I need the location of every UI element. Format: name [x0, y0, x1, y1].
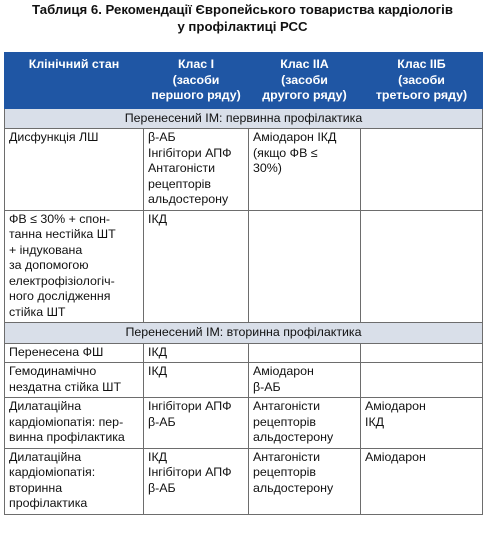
- cell-line: Перенесена ФШ: [9, 344, 104, 359]
- cell-line: Дилатаційна: [9, 449, 82, 464]
- cell-line: винна профілактика: [9, 430, 125, 444]
- cell-line: рецепторів: [148, 176, 211, 191]
- table-cell: [249, 129, 361, 211]
- table-row: [5, 448, 483, 514]
- header-class-iia: [249, 53, 361, 109]
- table-cell: [361, 398, 483, 449]
- cell-line: Аміодарон: [365, 399, 426, 413]
- cell-line: рецепторів: [253, 414, 316, 429]
- table-cell: [144, 129, 249, 211]
- cell-line: альдостерону: [253, 480, 334, 495]
- cell-line: Аміодарон: [365, 449, 426, 464]
- cell-line: за допомогою: [9, 258, 89, 272]
- table-cell: [144, 210, 249, 323]
- table-cell: [144, 398, 249, 449]
- cell-line: Антагоністи: [253, 449, 321, 464]
- cell-line: рецепторів: [253, 465, 316, 479]
- header-text: Клінічний стан: [28, 57, 120, 71]
- table-cell: [144, 343, 249, 363]
- cell-line: нездатна стійка ШТ: [9, 379, 122, 394]
- table-cell: [144, 363, 249, 398]
- table-cell: [361, 343, 483, 363]
- table-cell: [361, 210, 483, 323]
- cell-line: Інгібітори АПФ: [148, 399, 232, 413]
- cell-line: β-АБ: [253, 379, 281, 394]
- cell-line: 30%): [253, 161, 282, 175]
- table-cell: [144, 448, 249, 514]
- table-row: [5, 398, 483, 449]
- header-text: другого ряду): [262, 88, 347, 102]
- table-body: [5, 108, 483, 514]
- table-row: [5, 363, 483, 398]
- table-cell: [249, 210, 361, 323]
- cell-line: танна нестійка ШТ: [9, 227, 116, 241]
- header-text: (засоби: [398, 72, 445, 87]
- cell-line: β-АБ: [148, 130, 176, 144]
- cell-line: альдостерону: [253, 430, 334, 444]
- table-row: [5, 129, 483, 211]
- table-cell: [249, 398, 361, 449]
- table-cell: [5, 210, 144, 323]
- table-cell: [361, 448, 483, 514]
- header-row: [5, 53, 483, 109]
- cell-line: Аміодарон: [253, 364, 314, 378]
- cell-line: стійка ШТ: [9, 304, 66, 319]
- table-row: [5, 343, 483, 363]
- header-text: (засоби: [172, 72, 220, 87]
- cell-line: альдостерону: [148, 192, 229, 206]
- title-line-1: Таблиця 6. Рекомендації Європейського товариства кардіологів: [32, 2, 453, 17]
- cell-line: Антагоністи: [253, 399, 321, 413]
- table-cell: [361, 129, 483, 211]
- cell-line: Аміодарон ІКД: [253, 130, 337, 144]
- table-cell: [5, 448, 144, 514]
- table-cell: [249, 363, 361, 398]
- cell-line: ІКД: [148, 449, 168, 464]
- table-cell: [5, 343, 144, 363]
- recommendations-table: [4, 52, 483, 515]
- cell-line: кардіоміопатія: пер-: [9, 414, 124, 429]
- table-cell: [249, 448, 361, 514]
- table-cell: [5, 129, 144, 211]
- header-class-iib: [361, 53, 483, 109]
- cell-line: ІКД: [148, 211, 168, 226]
- table-title: [0, 0, 485, 35]
- cell-line: Інгібітори АПФ: [148, 465, 232, 479]
- cell-line: (якщо ФВ ≤: [253, 145, 318, 160]
- header-text: першого ряду): [151, 88, 241, 102]
- header-text: Клас IIБ: [397, 57, 446, 71]
- cell-line: Дилатаційна: [9, 399, 82, 413]
- cell-line: Дисфункція ЛШ: [9, 130, 99, 144]
- cell-line: електрофізіологіч-: [9, 273, 115, 288]
- cell-line: ІКД: [365, 414, 385, 429]
- cell-line: β-АБ: [148, 480, 176, 495]
- header-class-i: [144, 53, 249, 109]
- header-clinical-state: [5, 53, 144, 109]
- header-text: (засоби: [281, 72, 328, 87]
- header-text: Клас IIA: [280, 57, 329, 71]
- cell-line: ФВ ≤ 30% + спон-: [9, 211, 111, 226]
- cell-line: кардіоміопатія:: [9, 465, 96, 479]
- cell-line: профілактика: [9, 496, 88, 510]
- cell-line: + індукована: [9, 242, 83, 257]
- section-row: [5, 323, 483, 344]
- cell-line: β-АБ: [148, 414, 176, 429]
- section-label: Перенесений ІМ: первинна профілактика: [5, 108, 483, 129]
- cell-line: вторинна: [9, 480, 63, 495]
- table-cell: [5, 398, 144, 449]
- section-label: Перенесений ІМ: вторинна профілактика: [5, 323, 483, 344]
- cell-line: Інгібітори АПФ: [148, 145, 232, 160]
- table-cell: [5, 363, 144, 398]
- cell-line: ІКД: [148, 364, 168, 378]
- header-text: третього ряду): [375, 88, 468, 102]
- section-row: [5, 108, 483, 129]
- header-text: Клас I: [177, 57, 215, 71]
- cell-line: ІКД: [148, 344, 168, 359]
- cell-line: ного дослідження: [9, 289, 111, 303]
- table-cell: [249, 343, 361, 363]
- table-row: [5, 210, 483, 323]
- table-cell: [361, 363, 483, 398]
- title-line-2: у профілактиці РСС: [177, 19, 308, 34]
- cell-line: Гемодинамічно: [9, 364, 97, 378]
- cell-line: Антагоністи: [148, 161, 216, 175]
